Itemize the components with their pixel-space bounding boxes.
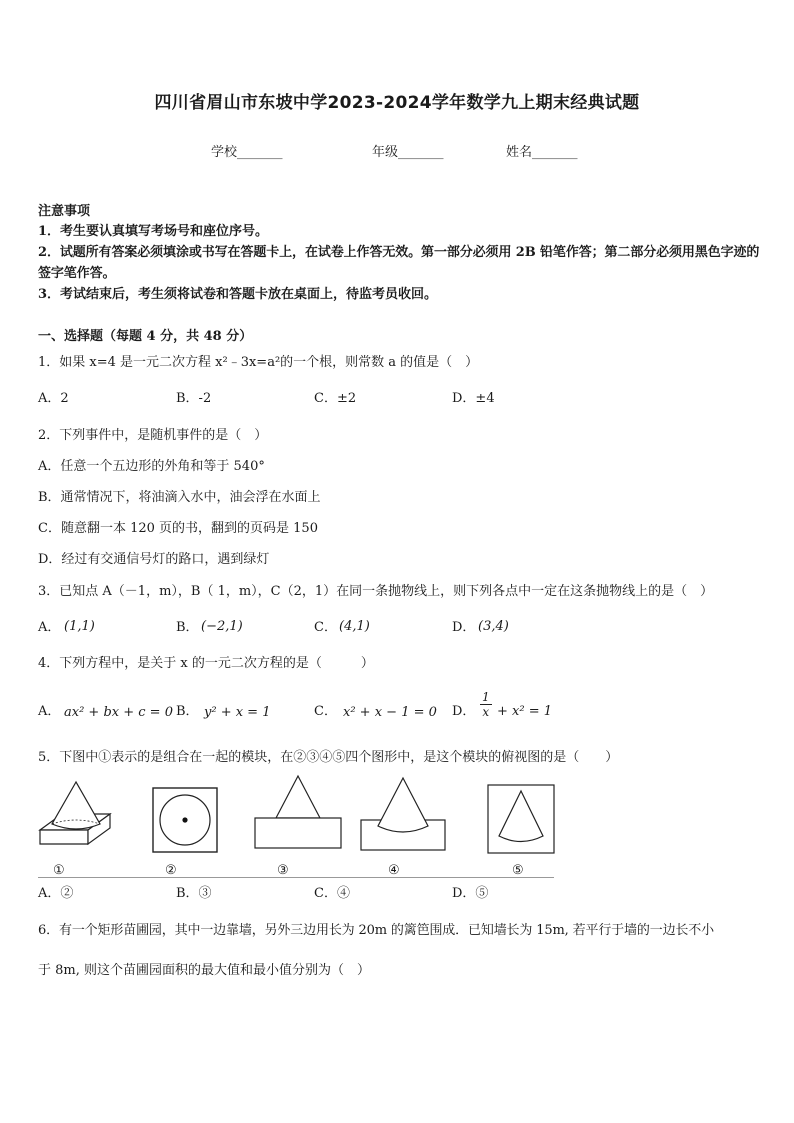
- question-1-option-b: B．-2: [176, 391, 212, 406]
- figure-2-top-view: [152, 787, 218, 853]
- notice-item-2: 2．试题所有答案必须填涂或书写在答题卡上，在试卷上作答无效。第一部分必须用 2B 铅笔作答；第二部分必须用黑色字迹的签字笔作答。: [38, 245, 760, 281]
- question-4-value-d: + x² = 1: [497, 704, 552, 719]
- figure-4-label: ④: [388, 863, 400, 878]
- figure-1-label: ①: [53, 863, 65, 878]
- question-3-stem: 3．已知点 A（－1，m），B（ 1，m），C（2，1）在同一条抛物线上，则下列各点中一定在这条抛物线上的是（ ）: [38, 584, 714, 599]
- question-1-option-a: A．2: [38, 391, 69, 406]
- question-2-stem: 2．下列事件中，是随机事件的是（ ）: [38, 428, 268, 443]
- figure-1-cone-on-slab: [38, 778, 114, 852]
- question-2-option-d: D．经过有交通信号灯的路口，遇到绿灯: [38, 552, 270, 567]
- question-4-stem: 4．下列方程中，是关于 x 的一元二次方程的是（ ）: [38, 656, 374, 671]
- question-5-stem: 5．下图中①表示的是组合在一起的模块，在②③④⑤四个图形中，是这个模块的俯视图的是（ ）: [38, 750, 619, 765]
- question-6-line-2: 于 8m, 则这个苗圃园面积的最大值和最小值分别为（ ）: [38, 963, 370, 978]
- figure-5-label: ⑤: [512, 863, 524, 878]
- name-field: 姓名_______: [506, 145, 578, 160]
- question-2-option-a: A．任意一个五边形的外角和等于 540°: [38, 459, 265, 474]
- figure-3-front-view: [254, 774, 344, 850]
- notice-item-1: 1．考生要认真填写考场号和座位序号。: [38, 224, 269, 239]
- question-2-option-b: B．通常情况下，将油滴入水中，油会浮在水面上: [38, 490, 321, 505]
- question-1-option-c: C．±2: [314, 391, 357, 406]
- question-3-value-c: (4,1): [339, 619, 370, 634]
- question-1-stem: 1．如果 x=4 是一元二次方程 x²﹣3x=a²的一个根，则常数 a 的值是（ ）: [38, 355, 479, 370]
- notice-heading: 注意事项: [38, 204, 91, 219]
- question-5-option-b: B．③: [176, 886, 212, 901]
- question-5-option-c: C．④: [314, 886, 350, 901]
- question-3-letter-a: A．: [38, 620, 61, 635]
- fraction-numerator: 1: [482, 690, 490, 704]
- question-3-letter-c: C．: [314, 620, 337, 635]
- figure-4-view: [360, 776, 446, 852]
- question-1-option-d: D．±4: [452, 391, 495, 406]
- notice-item-3: 3．考试结束后，考生须将试卷和答题卡放在桌面上，待监考员收回。: [38, 287, 438, 302]
- school-field: 学校_______: [211, 145, 283, 160]
- question-3-value-b: (−2,1): [201, 619, 243, 634]
- section-heading: 一、选择题（每题 4 分，共 48 分）: [38, 329, 253, 344]
- question-3-value-d: (3,4): [478, 619, 509, 634]
- question-4-letter-a: A．: [38, 704, 61, 719]
- figure-5-view: [487, 784, 555, 854]
- fraction-denominator: x: [482, 705, 490, 719]
- question-3-letter-b: B．: [176, 620, 199, 635]
- question-4-letter-c: C．: [314, 704, 337, 719]
- question-4-value-a: ax² + bx + c = 0: [64, 705, 173, 720]
- question-4-letter-d: D．: [452, 704, 476, 719]
- figure-3-label: ③: [277, 863, 289, 878]
- page-title: 四川省眉山市东坡中学2023-2024学年数学九上期末经典试题: [154, 93, 640, 113]
- question-5-option-d: D．⑤: [452, 886, 489, 901]
- question-5-option-a: A．②: [38, 886, 74, 901]
- question-3-value-a: (1,1): [64, 619, 95, 634]
- question-4-fraction: [480, 690, 492, 719]
- question-4-value-c: x² + x − 1 = 0: [343, 705, 437, 720]
- figure-2-label: ②: [165, 863, 177, 878]
- question-4-letter-b: B．: [176, 704, 199, 719]
- question-3-letter-d: D．: [452, 620, 476, 635]
- question-2-option-c: C．随意翻一本 120 页的书，翻到的页码是 150: [38, 521, 318, 536]
- question-4-value-b: y² + x = 1: [204, 705, 271, 720]
- figure-divider: [38, 877, 554, 878]
- grade-field: 年级_______: [372, 145, 444, 160]
- question-6-line-1: 6．有一个矩形苗圃园，其中一边靠墙，另外三边用长为 20m 的篱笆围成．已知墙长为 15m, 若平行于墙的一边长不小: [38, 923, 714, 938]
